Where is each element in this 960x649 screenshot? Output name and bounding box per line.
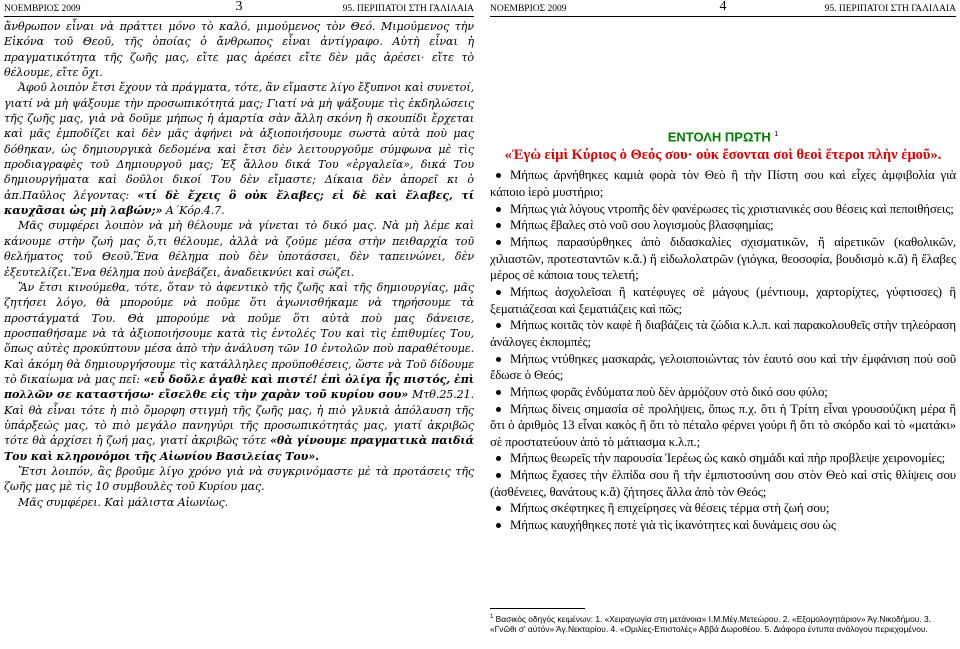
emphasis-quote: «θὰ γίνουμε πραγματικὰ παιδιά Του καὶ κληρονόμοι τῆς Αἰωνίου Βασιλείας Του».	[4, 434, 474, 463]
bullet-icon	[496, 523, 501, 528]
scripture-reference: Μτθ.25.21.	[408, 388, 474, 402]
scripture-reference: Α΄Κόρ.4.7.	[162, 204, 225, 218]
header-month-year: ΝΟΕΜΒΡΙΟΣ 2009	[4, 4, 81, 14]
paragraph: Μᾶς συμφέρει. Καὶ μάλιστα Αἰωνίως.	[18, 495, 229, 509]
bullet-icon	[496, 390, 501, 395]
bullet-icon	[496, 473, 501, 478]
question-item: Μήπως ἔβαλες στὸ νοῦ σου λογισμοὺς βλασφημίας;	[490, 217, 956, 234]
question-item: Μήπως δίνεις σημασία σὲ προλήψεις, ὅπως π.χ. ὅτι ἡ Τρίτη εἶναι γρουσούζικη μέρα ἢ ὅτι ὁ ἀριθμὸς 13 εἶναι κακὸς ἢ ὅτι τὸ πέταλο φέρνει γούρι ἢ ὅτι τὸ σκόρδο καὶ τὸ «ματάκι» σὲ προστατεύουν ἀπὸ τὸ μάτιασμα κ.λ.π.;	[490, 401, 956, 449]
commandment-quote: «Ἐγὼ εἰμὶ Κύριος ὁ Θεός σου· οὐκ ἔσονται σοὶ θεοὶ ἕτεροι πλὴν ἐμοῦ».	[504, 147, 942, 164]
bullet-icon	[496, 506, 501, 511]
paragraph: Ἔτσι λοιπόν, ἂς βροῦμε λίγο χρόνο γιὰ νὰ συγκρινόμαστε μὲ τὰ προτάσεις τῆς ζωῆς μας μὲ τὶς 10 συμβουλὲς τοῦ Κυρίου μας.	[4, 464, 474, 494]
header-month-year: ΝΟΕΜΒΡΙΟΣ 2009	[490, 4, 567, 14]
paragraph: ἄνθρωπον εἶναι νὰ πράττει μόνο τὸ καλό, μιμούμενος τὸν Θεό. Μιμούμενος τὴν Εἰκόνα τοῦ Θεοῦ, τῆς ὁποίας ὁ ἄνθρωπος εἶναι ἀντίγραφο. Αὐτὴ εἶναι ἡ πραγματικότητα τῆς ζωῆς μας, εἴτε μας ἀρέσει εἴτε δὲν μᾶς ἀρέσει· εἴτε τὸ θέλουμε, εἴτε ὄχι.	[4, 20, 474, 80]
commandment-title: ΕΝΤΟΛΗ ΠΡΩΤΗ $^1$	[667, 129, 779, 145]
bullet-icon	[496, 173, 501, 178]
question-item: Μήπως ἀσχολεῖσαι ἢ κατέφυγες σὲ μάγους (μέντιουμ, χαρτορίχτες, γύφτισσες) ἢ ξεματιάζεσαι καὶ ξεματιάζεις καὶ πῶς;	[490, 284, 956, 316]
bullet-icon	[496, 207, 501, 212]
question-item: Μήπως φορᾶς ἐνδύματα ποὺ δὲν ἁρμόζουν στὸ δικό σου φύλο;	[490, 384, 956, 401]
bullet-icon	[496, 290, 501, 295]
bullet-icon	[496, 323, 501, 328]
footnote: $^1$ Βασικός οδηγός κειμένων: 1. «Χειραγωγία στη μετάνοια» Ι.Μ.Μέγ.Μετεώρου. 2. «Εξομολογητάριον» Άγ.Νικοδήμου. 3. «Γνῶθι σ' αὐτόν» Άγ.Νεκταρίου. 4. «Ομιλίες-Επιστολές» Αββά Δωροθέου. 5. Διάφορα έντυπα ανάλογου περιεχομένου.	[490, 613, 932, 635]
bullet-icon	[496, 357, 501, 362]
paragraph: Ἀφοῦ λοιπὸν ἔτσι ἔχουν τὰ πράγματα, τότε, ἂν εἴμαστε λίγο ἔξυπνοι καὶ συνετοί, γιατί νὰ μὴ ψάξουμε τὴν προσωπικότητά μας; Γιατί νὰ μὴ ψάξουμε τὶς ἐκδηλώσεις τῆς ζωῆς μας, γιὰ νὰ δοῦμε μήπως ἡ ἁμαρτία σὰν ἄλλη σκόνη ἢ σκουπίδι ἔρχεται καὶ μᾶς ἐμποδίζει καὶ δὲν μᾶς ἀφήνει νὰ ἀξιοποιήσουμε σωστὰ αὐτὰ ποὺ μας δόθηκαν, ὡς δημιουργικὰ δεδομένα καὶ ἔτσι δὲν λειτουργοῦμε σύμφωνα μὲ τὶς προδιαγραφὲς τοῦ Δημιουργοῦ μας; Ἐξ ἄλλου δικά Του «ἐργαλεῖα», δικά Του δημιουργήματα καὶ δοῦλοι δικοί Του δὲν εἴμαστε; Δίκαια δὲν ἀπορεῖ κι ὁ ἀπ.Παῦλος λέγοντας: «τί δὲ ἔχεις ὃ οὐκ ἔλαβες; εἰ δὲ καὶ ἔλαβες, τί καυχᾶσαι ὡς μὴ λαβών;» Α΄Κόρ.4.7.	[4, 81, 475, 218]
bullet-icon	[496, 456, 501, 461]
question-item: Μήπως γιὰ λόγους ντροπῆς δὲν φανέρωσες τὶς χριστιανικές σου θέσεις καὶ πεποιθήσεις;	[490, 201, 956, 218]
scripture-quote: «τί δὲ ἔχεις ὃ οὐκ ἔλαβες; εἰ δὲ καὶ ἔλαβες, τί καυχᾶσαι ὡς μὴ λαβών;»	[4, 188, 475, 218]
left-running-header	[4, 2, 474, 17]
left-body-text	[4, 19, 474, 510]
footnote-divider	[490, 608, 585, 609]
question-item: Μήπως σκέφτηκες ἢ επιχείρησες νὰ θέσεις τέρμα στὴ ζωή σου;	[490, 500, 956, 517]
bullet-icon	[496, 223, 501, 228]
header-series-title: 95. ΠΕΡΙΠΑΤΟΙ ΣΤΗ ΓΑΛΙΛΑΙΑ	[342, 4, 474, 14]
paragraph: Μᾶς συμφέρει λοιπὸν νὰ μὴ θέλουμε νὰ γίνεται τὸ δικό μας. Νὰ μὴ λέμε καὶ κάνουμε στὴν ζωή μας ὅ,τι θέλουμε, ἀλλὰ νὰ ζούμε μέσα στὴν πειθαρχία τοῦ θελήματος τοῦ Θεοῦ.Ἕνα θέλημα ποὺ δὲν ὑποτάσσει, δὲν ταπεινώνει, δὲν ἐξευτελίζει.Ἕνα θέλημα ποὺ ἀνεβάζει, ἀναδεικνύει καὶ σώζει.	[4, 219, 474, 279]
question-item: Μήπως ἔχασες τὴν ἐλπίδα σου ἢ τὴν ἐμπιστοσύνη σου στὸν Θεὸ καὶ στὶς θλίψεις σου (ἀσθένειες, θανάτους κ.ἄ) ζήτησες ἄλλα ἀπὸ τὸν Θεός;	[490, 468, 956, 499]
right-page	[480, 0, 960, 649]
bullet-icon	[496, 407, 501, 412]
question-item: Μήπως θεωρεῖς τὴν παρουσία Ἱερέως ὡς κακὸ σημάδι καὶ πὴρ προβλεψε χειρονομίες;	[490, 450, 956, 467]
page-number: 4	[719, 0, 727, 14]
right-running-header	[490, 2, 956, 17]
header-series-title: 95. ΠΕΡΙΠΑΤΟΙ ΣΤΗ ΓΑΛΙΛΑΙΑ	[824, 4, 956, 14]
bullet-icon	[496, 240, 501, 245]
question-item: Μήπως καυχήθηκες ποτὲ γιὰ τὶς ἱκανότητες καὶ δυνάμεις σου ὡς	[490, 517, 956, 534]
paragraph: Ἂν ἔτσι κινούμεθα, τότε, ὅταν τὸ ἀφεντικὸ τῆς ζωῆς καὶ τῆς δημιουργίας, μᾶς ζητήσει λόγο, θὰ μπορούμε νὰ ποῦμε ὅτι ἀγωνισθήκαμε νὰ τηρήσουμε τὰ προστάγματά Του. Θὰ μπορούμε νὰ ποῦμε ὅτι αὐτὰ ποὺ μας δάνεισε, προσπαθήσαμε νὰ τὰ ἀξιοποιήσουμε κατὰ τὶς ἐντολές Του καὶ τὶς ἐπιθυμίες Του, ὅπως αὐτὲς προκύπτουν μέσα ἀπὸ τὴν ἀνάλυση τῶν 10 ἐντολῶν ποὺ παραθέτουμε. Καὶ ἀκόμη θὰ δημιουργήσουμε τὶς κατάλληλες προϋποθέσεις, ὥστε νὰ Τοῦ δίδουμε τὸ δικαίωμα νὰ μας πεῖ: «εὖ δοῦλε ἀγαθὲ καὶ πιστέ! ἐπὶ ὀλίγα ἦς πιστός, ἐπὶ πολλῶν σε καταστήσω· εἴσελθε εἰς τὴν χαρὰν τοῦ κυρίου σου» Μτθ.25.21. Καὶ θὰ εἶναι τότε ἡ πιὸ ὄμορφη στιγμὴ τῆς ζωῆς μας, ἡ πιὸ γλυκιὰ ἀπόλαυση τῆς ὑπάρξεώς μας, τὸ πιὸ μεγάλο πανηγύρι τῆς προσωπικότητάς μας, γιατί ἀκριβῶς τότε θὰ ἀρχίσει ἡ ζωή μας, γιατί ἀκριβῶς τότε «θὰ γίνουμε πραγματικὰ παιδιά Του καὶ κληρονόμοι τῆς Αἰωνίου Βασιλείας Του».	[4, 280, 474, 463]
question-item: Μήπως παρασύρθηκες ἀπὸ διδασκαλίες σχισματικῶν, ἢ αἱρετικῶν (καθολικῶν, χιλιαστῶν, προτεσταντῶν κ.ἄ.) ἢ εἰδωλολατρῶν (γιόγκα, θεοσοφία, βουδισμὸ κ.ἄ) ἢ ἔλαβες μέρος σὲ κάποια τους τελετή;	[490, 234, 956, 283]
right-body	[490, 127, 956, 534]
footnote-marker: 1	[774, 131, 779, 138]
page-number: 3	[235, 0, 243, 14]
question-item: Μήπως κοιτᾶς τὸν καφὲ ἢ διαβάζεις τὰ ζώδια κ.λ.π. καὶ παρακολουθεῖς στὴν τηλεόραση ἀνάλογες ἐκπομπές;	[490, 318, 956, 349]
examination-question-list	[490, 167, 956, 533]
question-item: Μήπως ἀρνήθηκες καμιὰ φορὰ τὸν Θεὸ ἢ τὴν Πίστη σου καὶ εἶχες ἀμφιβολία γιὰ κάποιο ἱερὸ μυστήριο;	[490, 168, 956, 199]
question-item: Μήπως ντύθηκες μασκαράς, γελοιοποιώντας τὸν ἑαυτό σου καὶ τὴν ἐμφάνιση ποὺ σοῦ ἔδωσε ὁ Θεός;	[490, 351, 956, 383]
scripture-quote: «εὖ δοῦλε ἀγαθὲ καὶ πιστέ! ἐπὶ ὀλίγα ἦς πιστός, ἐπὶ πολλῶν σε καταστήσω· εἴσελθε εἰς τὴν χαρὰν τοῦ κυρίου σου»	[4, 372, 474, 402]
